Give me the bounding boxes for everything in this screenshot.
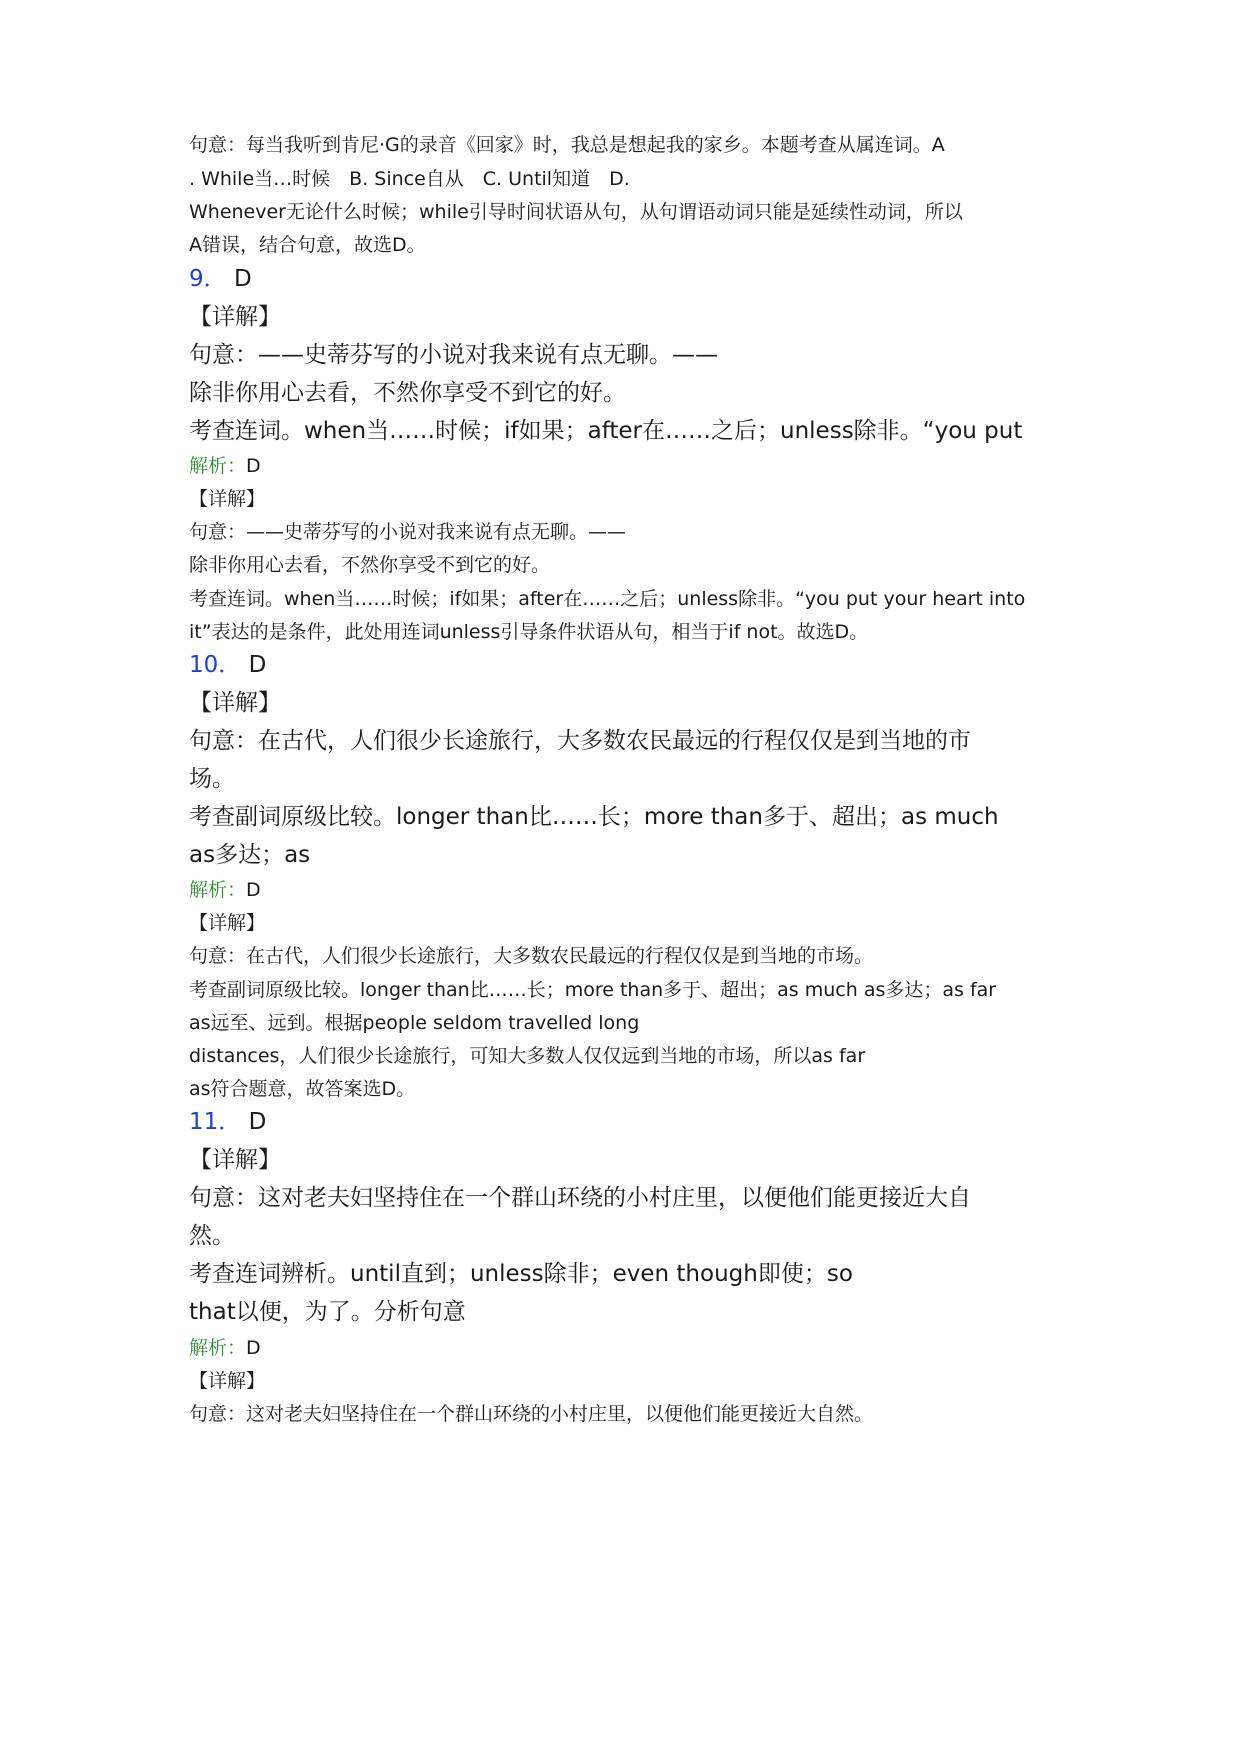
paragraph-line: 句意：每当我听到肯尼·G的录音《回家》时，我总是想起我的家乡。本题考查从属连词。A — [189, 134, 945, 156]
analysis-answer: D — [246, 1337, 261, 1359]
paragraph-line: 考查连词。when当……时候；if如果；after在……之后；unless除非。“you put your heart into — [189, 588, 1026, 610]
paragraph-line: as符合题意，故答案选D。 — [189, 1078, 416, 1100]
paragraph-line: 考查连词辨析。until直到；unless除非；even though即使；so — [189, 1261, 853, 1287]
question-answer: D — [233, 266, 252, 292]
paragraph-line: . While当…时候 B. Since自从 C. Until知道 D. — [189, 168, 630, 190]
analysis-line — [189, 455, 261, 478]
paragraph-line: as远至、远到。根据people seldom travelled long — [189, 1012, 640, 1034]
paragraph-line: it”表达的是条件，此处用连词unless引导条件状语从句，相当于if not。故选D。 — [189, 621, 869, 643]
paragraph-line: 句意：——史蒂芬写的小说对我来说有点无聊。—— — [189, 342, 718, 368]
paragraph-line: 句意：在古代，人们很少长途旅行，大多数农民最远的行程仅仅是到当地的市 — [189, 728, 971, 754]
paragraph-line: distances，人们很少长途旅行，可知大多数人仅仅远到当地的市场，所以as far — [189, 1045, 866, 1067]
paragraph-line: 场。 — [189, 766, 235, 792]
paragraph-line: that以便，为了。分析句意 — [189, 1299, 466, 1325]
paragraph-line: 除非你用心去看，不然你享受不到它的好。 — [189, 554, 551, 576]
section-label: 【详解】 — [189, 304, 281, 330]
question-heading — [189, 1109, 266, 1137]
paragraph-line: 句意：这对老夫妇坚持住在一个群山环绕的小村庄里，以便他们能更接近大自然。 — [189, 1403, 874, 1425]
section-label: 【详解】 — [189, 1147, 281, 1173]
paragraph-line: 句意：这对老夫妇坚持住在一个群山环绕的小村庄里，以便他们能更接近大自 — [189, 1185, 971, 1211]
section-label: 【详解】 — [189, 912, 266, 934]
paragraph-line: 句意：在古代，人们很少长途旅行，大多数农民最远的行程仅仅是到当地的市场。 — [189, 945, 874, 967]
paragraph-line: A错误，结合句意，故选D。 — [189, 234, 426, 256]
paragraph-line: 考查副词原级比较。longer than比……长；more than多于、超出；as much as多达；as far — [189, 979, 997, 1001]
section-label: 【详解】 — [189, 1370, 266, 1392]
paragraph-line: 考查副词原级比较。longer than比……长；more than多于、超出；as much — [189, 804, 999, 830]
analysis-label: 解析： — [189, 455, 247, 477]
analysis-line — [189, 879, 261, 902]
paragraph-line: as多达；as — [189, 842, 311, 868]
paragraph-line: 考查连词。when当……时候；if如果；after在……之后；unless除非。“you put — [189, 418, 1023, 444]
section-label: 【详解】 — [189, 488, 266, 510]
analysis-line — [189, 1337, 261, 1360]
section-label: 【详解】 — [189, 690, 281, 716]
question-number: 10． — [189, 652, 242, 678]
question-heading — [189, 652, 266, 680]
analysis-answer: D — [246, 879, 261, 901]
paragraph-line: 除非你用心去看，不然你享受不到它的好。 — [189, 380, 626, 406]
question-answer: D — [248, 652, 267, 678]
question-heading — [189, 266, 252, 294]
analysis-label: 解析： — [189, 1337, 247, 1359]
analysis-label: 解析： — [189, 879, 247, 901]
paragraph-line: 然。 — [189, 1223, 235, 1249]
analysis-answer: D — [246, 455, 261, 477]
question-answer: D — [248, 1109, 267, 1135]
question-number: 11． — [189, 1109, 242, 1135]
paragraph-line: Whenever无论什么时候；while引导时间状语从句，从句谓语动词只能是延续性动词，所以 — [189, 201, 963, 223]
paragraph-line: 句意：——史蒂芬写的小说对我来说有点无聊。—— — [189, 521, 627, 543]
question-number: 9． — [189, 266, 227, 292]
